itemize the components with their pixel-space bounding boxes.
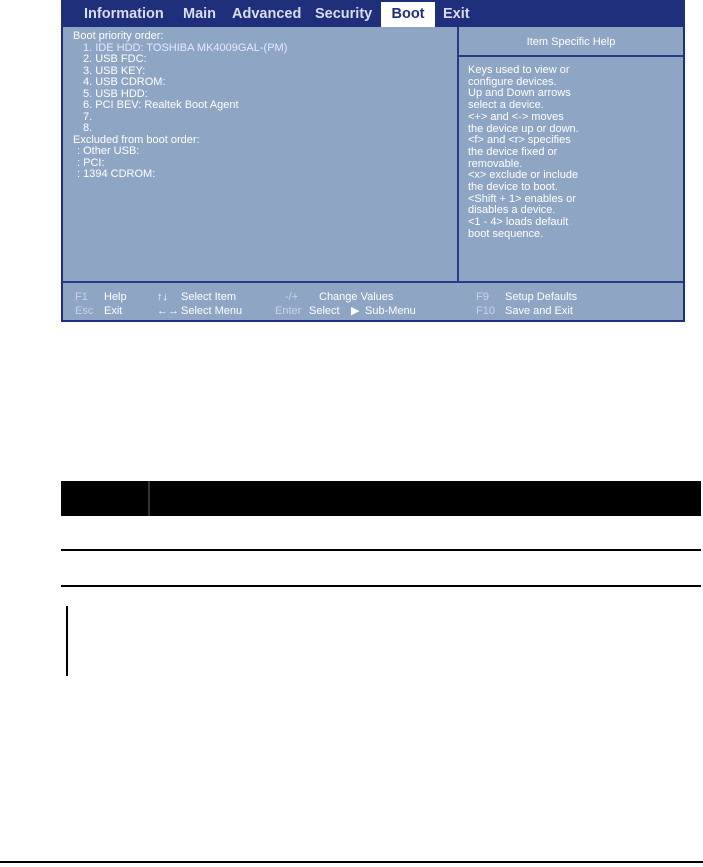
boot-priority-item-3[interactable]: 3. USB KEY: <box>83 64 146 77</box>
help-line: <f> and <r> specifies <box>468 134 571 147</box>
select-item-label: Select Item <box>181 291 237 303</box>
help-line: the device fixed or <box>468 145 558 158</box>
boot-priority-item-2[interactable]: 2. USB FDC: <box>83 53 147 65</box>
boot-priority-item-8[interactable]: 8. <box>83 122 93 134</box>
plus-minus-key: -/+ <box>285 291 299 303</box>
menu-bar <box>63 2 683 27</box>
excluded-item-1394-cdrom[interactable]: : 1394 CDROM: <box>77 168 156 180</box>
boot-priority-item-5[interactable]: 5. USB HDD: <box>83 87 148 100</box>
f10-key: F10 <box>476 305 495 317</box>
help-line: the device up or down. <box>468 122 579 135</box>
table-row-rule <box>61 549 701 551</box>
bios-setup-screen <box>61 0 685 322</box>
table-header-divider <box>148 481 150 516</box>
help-line: select a device. <box>468 99 544 112</box>
boot-order-pane <box>63 27 459 281</box>
f9-key: F9 <box>476 291 489 303</box>
submenu-arrow-icon: ▶ <box>351 305 360 317</box>
esc-key: Esc <box>75 305 94 317</box>
f1-key: F1 <box>75 291 88 303</box>
help-line: configure devices. <box>468 75 557 88</box>
setup-defaults-label: Setup Defaults <box>505 291 578 303</box>
item-help-pane <box>459 27 683 281</box>
boot-priority-item-1[interactable]: 1. IDE HDD: TOSHIBA MK4009GAL-(PM) <box>83 41 288 54</box>
help-line: boot sequence. <box>468 227 544 240</box>
help-line: the device to boot. <box>468 181 558 194</box>
select-label: Select <box>309 305 340 317</box>
boot-priority-item-4[interactable]: 4. USB CDROM: <box>83 76 166 88</box>
table-header-bar <box>61 481 701 516</box>
help-line: <x> exclude or include <box>468 169 579 182</box>
select-menu-label: Select Menu <box>181 305 243 317</box>
excluded-heading: Excluded from boot order: <box>73 133 200 146</box>
tab-exit[interactable]: Exit <box>443 6 470 22</box>
exit-label: Exit <box>104 305 123 317</box>
save-and-exit-label: Save and Exit <box>505 305 573 317</box>
boot-priority-item-6[interactable]: 6. PCI BEV: Realtek Boot Agent <box>83 99 239 111</box>
left-right-arrow-icon: ←→ <box>157 305 179 317</box>
help-line: removable. <box>468 157 523 170</box>
enter-key: Enter <box>275 305 302 317</box>
help-line: Keys used to view or <box>468 64 570 76</box>
excluded-item-other-usb[interactable]: : Other USB: <box>77 145 140 157</box>
help-line: <+> and <-> moves <box>468 110 564 123</box>
page-bottom-rule <box>0 861 703 863</box>
help-label: Help <box>104 291 127 303</box>
tab-main[interactable]: Main <box>183 6 217 22</box>
help-title: Item Specific Help <box>459 27 683 57</box>
tab-security[interactable]: Security <box>315 6 373 22</box>
boot-priority-item-7[interactable]: 7. <box>83 110 93 123</box>
help-line: Up and Down arrows <box>468 87 571 100</box>
sub-menu-label: Sub-Menu <box>365 305 416 317</box>
tab-information[interactable]: Information <box>84 6 164 22</box>
tab-advanced[interactable]: Advanced <box>232 6 302 22</box>
key-legend-footer <box>63 281 683 322</box>
table-bottom-rule <box>61 585 701 587</box>
boot-priority-heading: Boot priority order: <box>73 30 164 42</box>
up-down-arrows-icon: ↑↓ <box>157 291 168 303</box>
change-values-label: Change Values <box>319 291 394 303</box>
note-margin-bar <box>66 606 68 676</box>
help-line: <Shift + 1> enables or <box>468 192 576 205</box>
help-text <box>468 65 678 241</box>
help-line: disables a device. <box>468 204 556 217</box>
excluded-item-pci[interactable]: : PCI: <box>77 156 105 169</box>
tab-boot[interactable]: Boot <box>381 2 435 27</box>
help-line: <1 - 4> loads default <box>468 216 569 229</box>
